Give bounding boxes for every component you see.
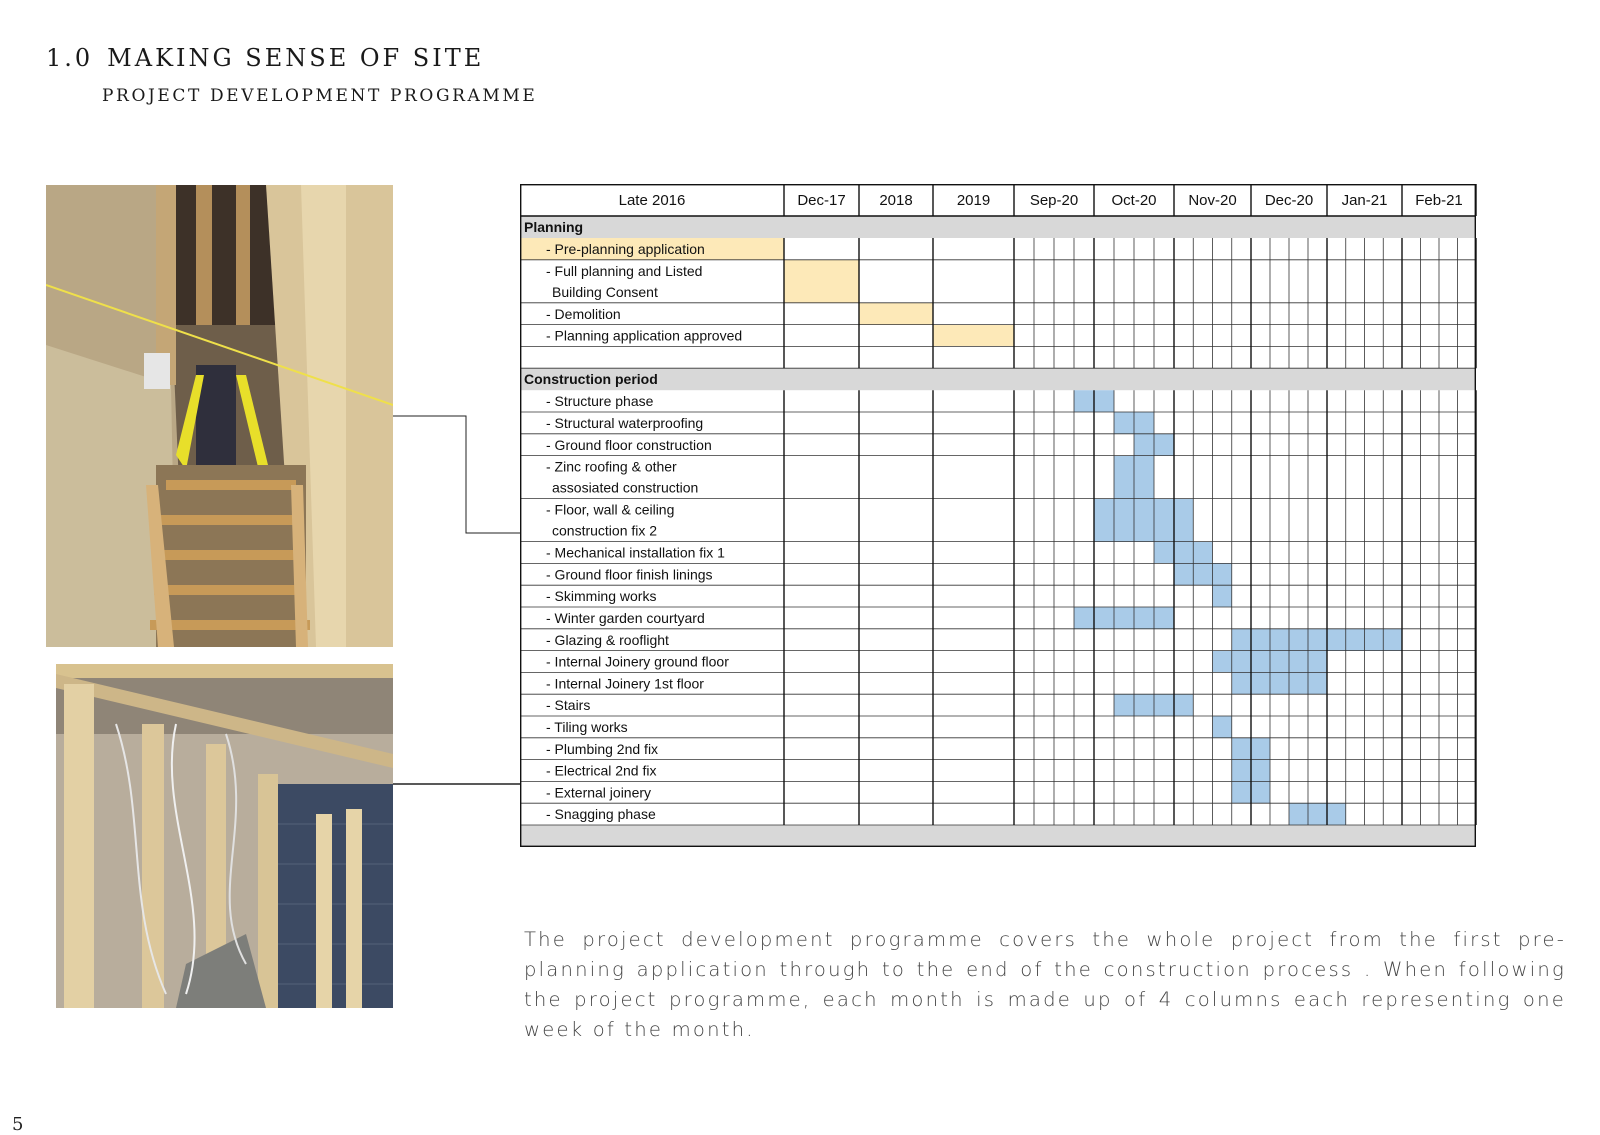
task-bar [933, 325, 1014, 347]
page-title: MAKING SENSE OF SITE [107, 44, 485, 72]
period-label: Nov-20 [1188, 192, 1237, 209]
task-bar [1213, 716, 1232, 738]
task-bar [1232, 629, 1402, 651]
gantt-footer-bar [520, 825, 1476, 847]
task-label: - Winter garden courtyard [546, 610, 705, 626]
task-label: - Internal Joinery ground floor [546, 653, 729, 670]
section-header-bg [520, 216, 1476, 238]
period-label: Dec-20 [1264, 192, 1314, 209]
task-label: - Snagging phase [546, 806, 656, 823]
section-label: Planning [524, 219, 584, 235]
period-label: 2019 [956, 192, 991, 209]
task-bar [1074, 607, 1174, 629]
task-bar [1213, 585, 1232, 607]
task-label: - Pre-planning application [546, 241, 705, 257]
page-number: 5 [12, 1114, 24, 1135]
task-label: - Tiling works [546, 719, 628, 735]
task-label: - Full planning and Listed [546, 262, 703, 279]
task-bar [784, 260, 859, 303]
section-header-bg [520, 368, 1476, 390]
task-label: - Structure phase [546, 393, 654, 410]
task-label-continued: construction fix 2 [552, 522, 658, 539]
task-label: - Structural waterproofing [546, 415, 704, 431]
period-label: Oct-20 [1111, 192, 1157, 209]
period-label: 2018 [879, 192, 913, 209]
section-label: Construction period [524, 371, 658, 388]
period-label: Late 2016 [618, 192, 686, 209]
task-label: - Ground floor construction [546, 436, 712, 453]
task-label: - Glazing & rooflight [546, 631, 669, 648]
page-subtitle: PROJECT DEVELOPMENT PROGRAMME [102, 86, 538, 106]
task-label: - Zinc roofing & other [546, 458, 677, 475]
task-bar [1289, 803, 1346, 825]
gantt-chart [520, 184, 1560, 864]
task-bar [859, 303, 933, 325]
description-text: The project development programme covers the whole project from the first pre-planning application through to the end of the construction process . When following the project programme, each month is made up of 4 columns each representing one week of the month. [524, 928, 1566, 1041]
period-label: Dec-17 [797, 192, 846, 209]
task-label: - External joinery [546, 784, 652, 801]
task-label: - Stairs [546, 697, 591, 714]
period-label: Jan-21 [1341, 192, 1388, 209]
section-number: 1.0 [46, 44, 94, 72]
task-label: - Ground floor finish linings [546, 566, 713, 583]
task-label-continued: Building Consent [552, 283, 658, 300]
task-bar [1174, 563, 1232, 585]
task-label: - Skimming works [546, 588, 657, 605]
task-label: - Floor, wall & ceiling [546, 501, 675, 518]
task-label: - Planning application approved [546, 327, 743, 344]
task-bar [1154, 542, 1213, 564]
task-label: - Internal Joinery 1st floor [546, 675, 704, 692]
task-label: - Demolition [546, 305, 621, 322]
task-label-continued: assosiated construction [552, 479, 699, 496]
period-label: Sep-20 [1029, 192, 1079, 209]
task-label: - Mechanical installation fix 1 [546, 544, 725, 561]
task-bar [1094, 499, 1193, 542]
task-label: - Electrical 2nd fix [546, 762, 657, 779]
period-label: Feb-21 [1415, 192, 1463, 209]
task-label: - Plumbing 2nd fix [546, 740, 659, 757]
task-bar [1232, 672, 1327, 694]
